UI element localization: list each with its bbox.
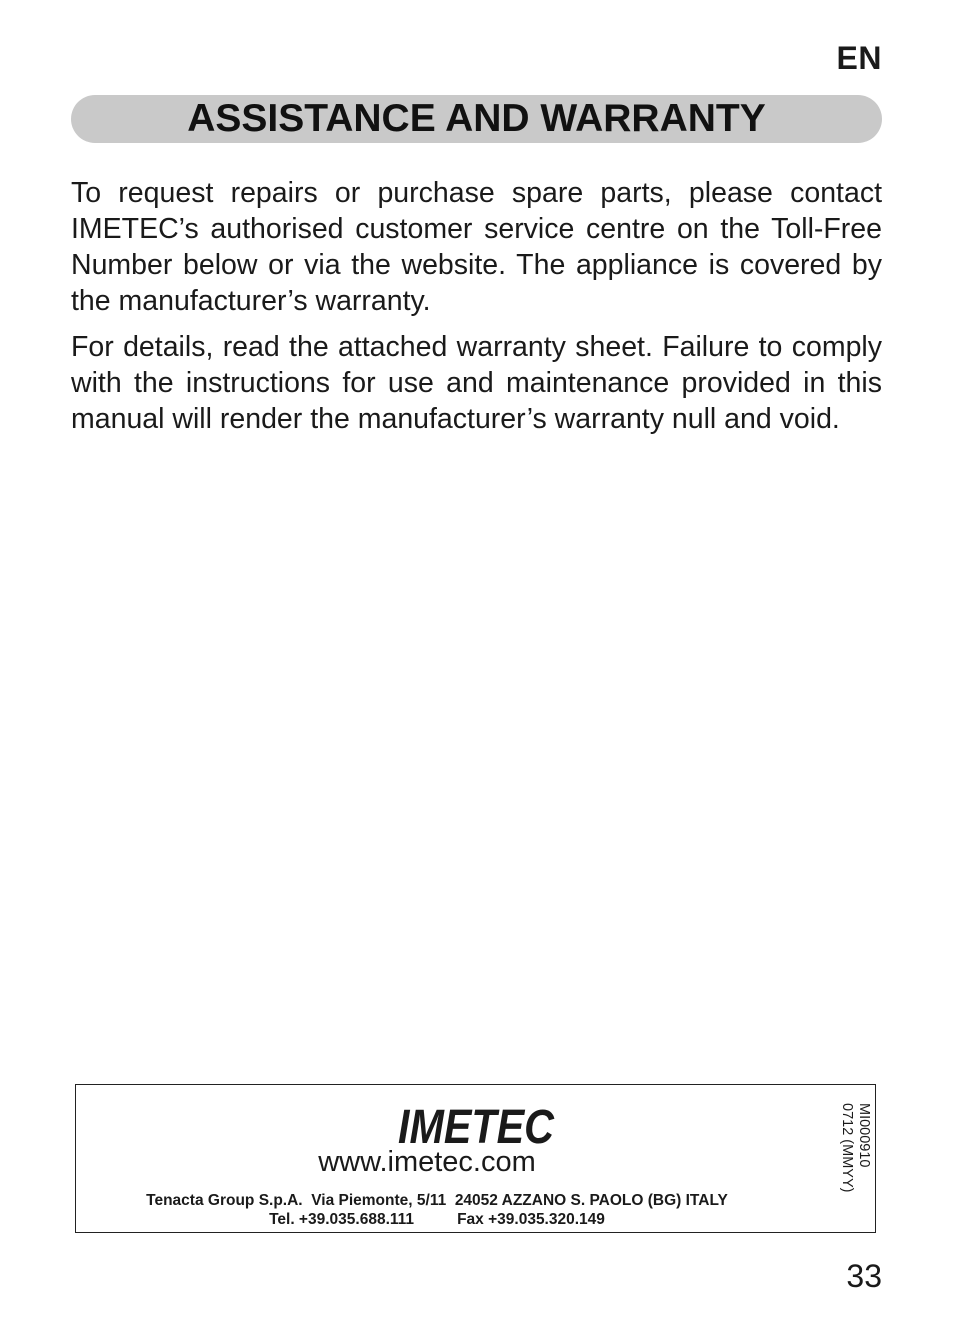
address-line: Tenacta Group S.p.A. Via Piemonte, 5/11 24052 AZZANO S. PAOLO (BG) ITALY (146, 1192, 728, 1209)
section-title: ASSISTANCE AND WARRANTY (187, 97, 766, 140)
website-link[interactable]: www.imetec.com (318, 1146, 536, 1178)
imetec-logo-text: IMETEC (398, 1101, 556, 1154)
page-number: 33 (846, 1258, 882, 1294)
imetec-logo (396, 1099, 556, 1154)
document-code-id: MI000910 (856, 1103, 872, 1168)
company-info-box (75, 1084, 876, 1233)
language-label: EN (836, 40, 882, 76)
body-text (71, 175, 882, 447)
imetec-logo-graphic (396, 1099, 556, 1154)
document-code (828, 1103, 872, 1213)
section-title-bar (71, 95, 882, 143)
contact-line: Tel. +39.035.688.111 Fax +39.035.320.149 (269, 1211, 605, 1228)
document-code-date: 0712 (MMYY) (839, 1103, 855, 1193)
paragraph-2: For details, read the attached warranty sheet. Failure to comply with the instructions for use and maintenance provided in this manual will render the manufacturer’s warranty null and void. (71, 331, 882, 435)
paragraph-1: To request repairs or purchase spare parts, please contact IMETEC’s authorised customer service centre on the Toll-Free Number below or via the website. The appliance is covered by the manufacturer’s warranty. (71, 177, 882, 317)
company-address (76, 1191, 878, 1229)
